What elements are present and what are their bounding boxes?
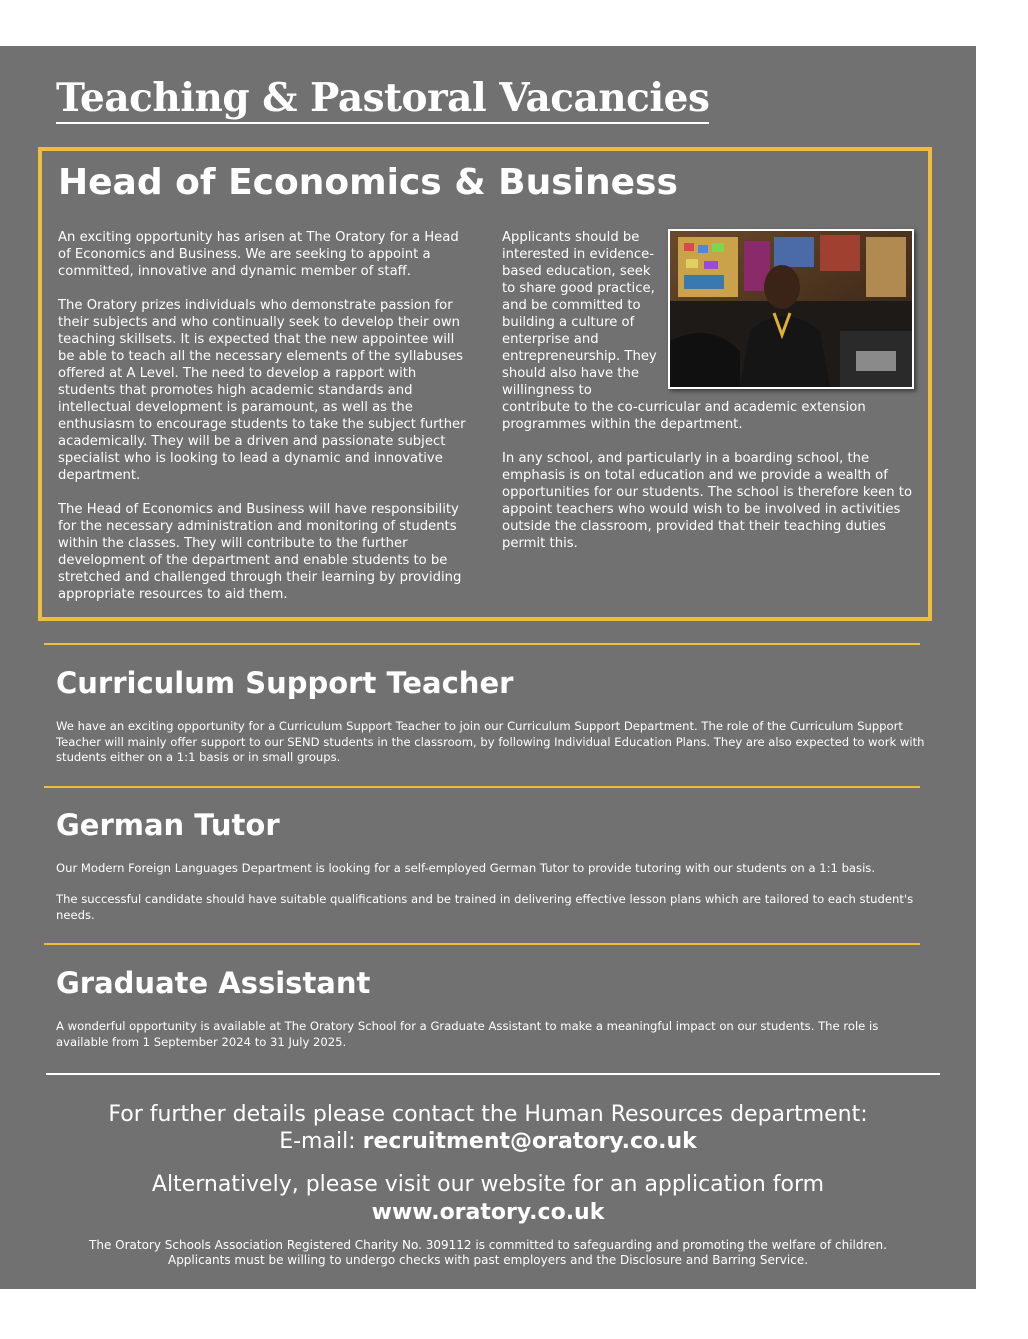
website-link-line [0,1199,976,1227]
student-photo-image [670,231,912,387]
website-link[interactable]: www.oratory.co.uk [371,1200,605,1225]
featured-paragraph: An exciting opportunity has arisen at The Oratory for a Head of Economics and Business. We are seeking to appoint a committed, innovative and dynamic member of staff. [58,230,459,279]
section-divider [44,943,920,945]
featured-vacancy-box [38,147,932,621]
vacancy-description: A wonderful opportunity is available at The Oratory School for a Graduate Assistant to make a meaningful impact on our students. The role is available from 1 September 2024 to 31 July 2025. [56,1019,879,1049]
student-photo [668,229,914,389]
email-label: E-mail: [279,1129,356,1154]
section-divider [44,786,920,788]
vacancy-description: We have an exciting opportunity for a Curriculum Support Teacher to join our Curriculum Support Department. The role of the Curriculum Support Teacher will mainly offer support to our SEND students in the classroom, by following Individual Education Plans. They are also expected to work with students either on a 1:1 basis or in small groups. [56,719,925,764]
featured-paragraph: The Head of Economics and Business will have responsibility for the necessary administration and monitoring of students within the classes. They will contribute to the further development of the department and enable students to be stretched and challenged through their learning by providing appropriate resources to aid them. [58,502,462,602]
vacancy-title: Curriculum Support Teacher [56,666,514,700]
vacancy-description: The successful candidate should have suitable qualifications and be trained in delivering effective lesson plans which are tailored to each student's needs. [56,892,914,922]
footer-divider [46,1073,940,1075]
featured-paragraph: Applicants should be interested in evidence-based education, seek to share good practice, and be committed to building a culture of enterprise and entrepreneurship. They should also have the willingness to contribute to the co-curricular and academic extension programmes within the department. [502,230,866,432]
featured-left-column [58,229,470,620]
charity-statement: The Oratory Schools Association Registered Charity No. 309112 is committed to safeguarding and promoting the welfare of children. [89,1238,887,1252]
page-title: Teaching & Pastoral Vacancies [56,74,709,124]
website-line: Alternatively, please visit our website for an application form [151,1172,825,1197]
vacancy-description: Our Modern Foreign Languages Department is looking for a self-employed German Tutor to provide tutoring with our students on a 1:1 basis. [56,861,876,875]
featured-paragraph: The Oratory prizes individuals who demonstrate passion for their subjects and who continually seek to develop their own teaching skillsets. It is expected that the new appointee will be able to teach all the necessary elements of the syllabuses offered at A Level. The need to develop a rapport with students that promotes high academic standards and intellectual development is paramount, as well as the enthusiasm to encourage students to take the subject further academically. They will be a driven and passionate subject specialist who is looking to lead a dynamic and innovative department. [58,298,466,483]
vacancy-title: Graduate Assistant [56,966,371,1000]
featured-right-column [502,229,914,569]
email-link[interactable]: recruitment@oratory.co.uk [362,1129,697,1154]
featured-vacancy-title: Head of Economics & Business [58,162,678,203]
vacancy-title: German Tutor [56,808,280,842]
contact-line: For further details please contact the Human Resources department: [108,1102,868,1127]
email-line [0,1128,976,1156]
vacancies-panel [0,46,976,1289]
featured-paragraph: In any school, and particularly in a boarding school, the emphasis is on total education and we provide a wealth of opportunities for our students. The school is therefore keen to appoint teachers who would wish to be involved in activities outside the classroom, provided that their teaching duties permit this. [502,451,913,551]
checks-statement: Applicants must be willing to undergo checks with past employers and the Disclosure and Barring Service. [167,1253,809,1267]
section-divider [44,643,920,645]
